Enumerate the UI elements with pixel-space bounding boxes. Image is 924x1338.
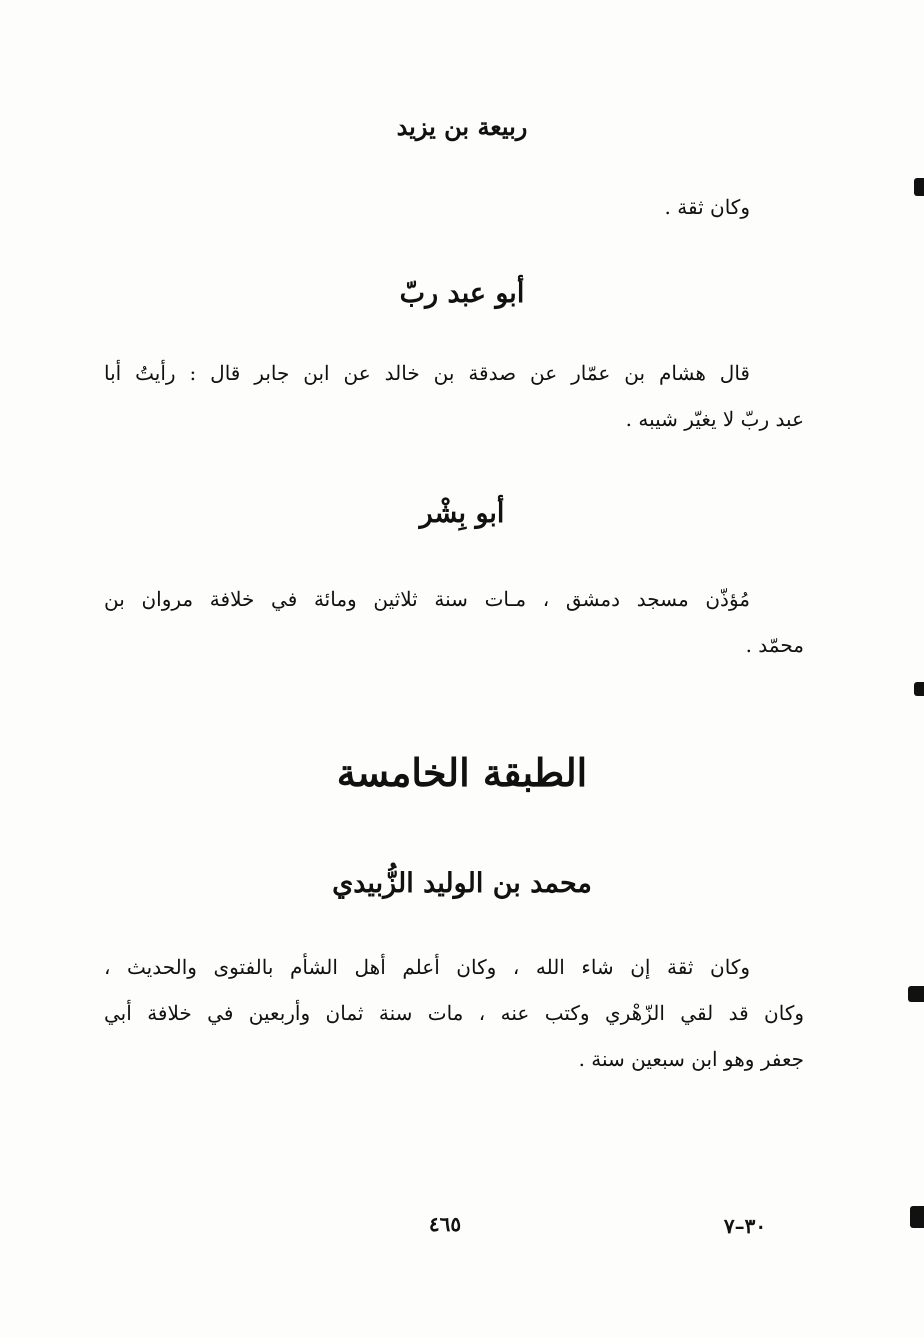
scan-edge-mark: [914, 682, 924, 696]
entry-line: قال هشام بن عمّار عن صدقة بن خالد عن ابن جابر قال : رأيتُ أبا: [104, 361, 750, 385]
entry-heading-zubaydi: محمد بن الوليد الزُّبيدي: [332, 868, 592, 899]
entry-line: عبد ربّ لا يغيّر شيبه .: [625, 407, 804, 431]
entry-line: وكان ثقة إن شاء الله ، وكان أعلم أهل الشأم بالفتوى والحديث ،: [104, 955, 750, 979]
entry-heading-abu-bishr: أبو بِشْر: [419, 498, 505, 529]
entry-line: مُؤذّن مسجد دمشق ، مـات سنة ثلاثين ومائة في خلافة مروان بن: [104, 587, 750, 611]
entry-line: وكان قد لقي الزّهْري وكتب عنه ، مات سنة ثمان وأربعين في خلافة أبي: [104, 1001, 804, 1025]
intro-paragraph: [104, 184, 804, 230]
scan-edge-mark: [908, 986, 924, 1002]
signature-mark: ٣٠–٧: [723, 1214, 767, 1238]
entry-paragraph-abu-bishr: [104, 576, 804, 668]
scan-edge-mark: [914, 178, 924, 196]
entry-line: جعفر وهو ابن سبعين سنة .: [578, 1047, 804, 1071]
running-head: ربيعة بن يزيد: [396, 112, 528, 141]
section-title: الطبقة الخامسة: [336, 750, 588, 795]
entry-line: محمّد .: [745, 633, 804, 657]
entry-heading-abu-abd-rabb: أبو عبد ربّ: [399, 278, 525, 309]
entry-paragraph-zubaydi: [104, 944, 804, 1082]
entry-paragraph-abu-abd-rabb: [104, 350, 804, 442]
scan-edge-mark: [910, 1206, 924, 1228]
intro-line: وكان ثقة .: [664, 195, 750, 219]
page-number: ٤٦٥: [428, 1212, 462, 1236]
